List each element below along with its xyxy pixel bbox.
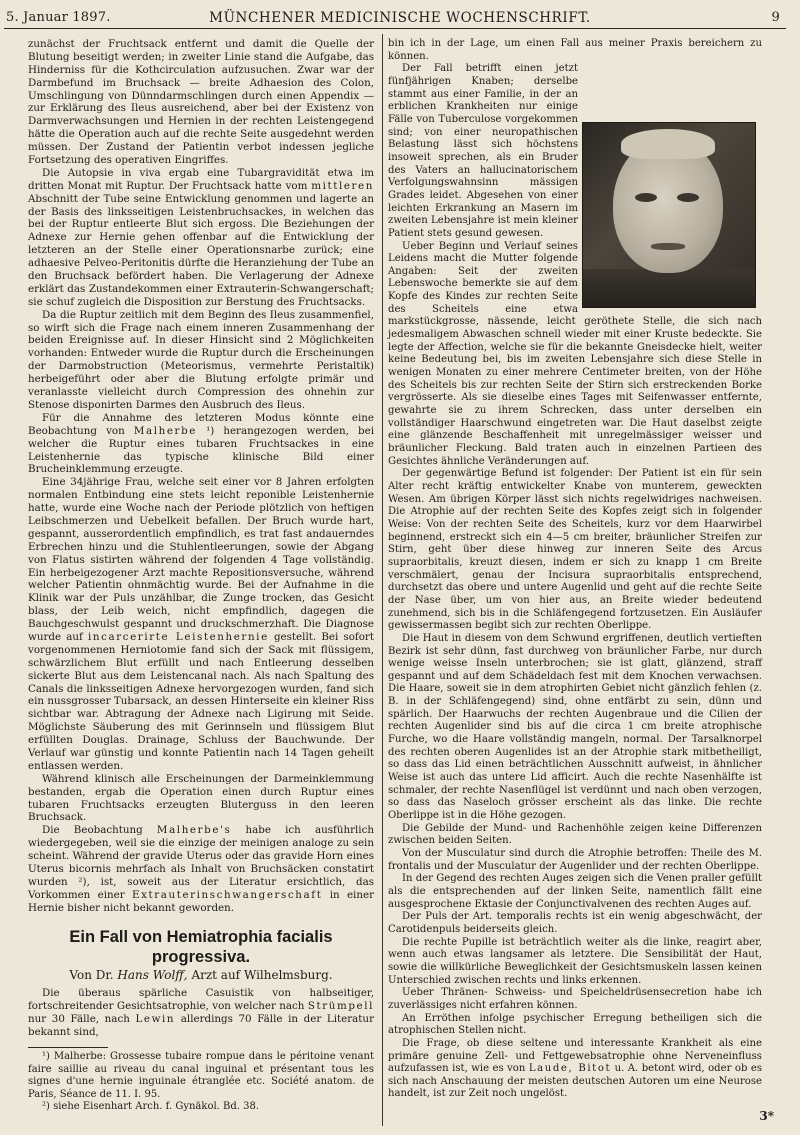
paragraph: Ueber Thränen- Schweiss- und Speicheldrüsensecretion habe ich zuverlässiges nicht erfahren können. [388,987,762,1011]
page-number: 9 [771,10,780,25]
signature-mark: 3* [759,1109,774,1123]
column-divider [382,34,383,1126]
paragraph: Die Haut in diesem von dem Schwund ergriffenen, deutlich vertieften Bezirk ist sehr dünn, fast durchweg von bräunlicher Farbe, nur durch wenige weisse Inseln unterbrochen; sie ist glatt, glänzend, straff gespannt und auf dem Schädeldach fest mit dem Knochen verwachsen. Die Haare, soweit sie in dem atrophirten Gebiet nicht gänzlich fehlen (z. B. in der Schläfengegend) sind, ohne entfärbt zu sein, dünn und spärlich. Der Haarwuchs der rechten Augenbraue und die Cilien der rechten Augenlider sind bis auf die circa 1 cm breite atrophische Furche, wo die Haare vollständig mangeln, normal. Der Tarsalknorpel des rechten oberen Augenlides ist an der Atrophie stark mitbetheiligt, so dass das Lid einen beträchtlichen Ausschnitt aufweist, in ähnlicher Weise ist auch das untere Lid afficirt. Auch die rechte Nasenhälfte ist schmaler, der rechte Nasenflügel ist verdünnt und nach oben verzogen, so dass das Naseloch grösser erscheint als das linke. Die rechte Oberlippe ist in die Höhe gezogen. [388,632,762,822]
left-column [28,38,374,1114]
article-byline: Von Dr. Hans Wolff, Arzt auf Wilhelmsburg. [69,967,333,982]
portrait-spacer [578,121,762,311]
footnote: ²) siehe Eisenhart Arch. f. Gynäkol. Bd. 38. [42,1101,260,1113]
paragraph: In der Gegend des rechten Auges zeigen sich die Venen praller gefüllt als die entsprechenden auf der linken Seite, namentlich fällt eine ausgesprochene Ektasie der Conjunctivalvenen des rechten Auges auf. [388,873,762,910]
footnote-rule [28,1047,108,1048]
paragraph: zunächst der Fruchtsack entfernt und damit die Quelle der Blutung beseitigt werden; in zweiter Linie stand die Aufgabe, das Hinderniss für die Kothcirculation aufzusuchen. Zwar war der Darmbefund im Bruchsack — breite Adhaesion des Colon, Umschlingung von Dünndarmschlingen durch einen Appendix — zur Erklärung des Ileus ausreichend, aber bei der Existenz von Darmverwachsungen und Hernien in der rechten Leistengegend hätte die Operation auch auf die rechte Seite ausgedehnt werden müssen. Der Zustand der Patientin verbot indessen jegliche Fortsetzung des operativen Eingriffes. [28,38,374,167]
header-rule [4,28,786,29]
paragraph: Während klinisch alle Erscheinungen der Darmeinklemmung bestanden, ergab die Operation einen durch Ruptur eines tubaren Fruchtsacks erzeugten Bluterguss in den leeren Bruchsack. [28,772,374,824]
paragraph: Eine 34jährige Frau, welche seit einer vor 8 Jahren erfolgten normalen Entbindung eine stets leicht reponible Leistenhernie hatte, wurde eine Woche nach der Periode plötzlich von heftigen Leibschmerzen und Uebelkeit befallen. Der Bruch wurde hart, gespannt, ausserordentlich empfindlich, es trat fast andauerndes Erbrechen hinzu und die Stuhlentleerungen, sowie der Abgang von Flatus sistirten während der folgenden 4 Tage vollständig. Ein herbeigezogener Arzt machte Repositionsversuche, während welcher Patientin ohnmächtig wurde. Bei der Aufnahme in die Klinik war der Puls unzählbar, die Zunge trocken, das Gesicht blass, der Leib weich, nicht empfindlich, dagegen die Bauchgeschwulst gespannt und druckschmerzhaft. Die Diagnose wurde auf incarcerirte Leistenhernie gestellt. Bei sofort vorgenommenen Herniotomie fand sich der Sack mit flüssigem, schwärzlichem Blut erfüllt und nach Entleerung desselben sickerte Blut aus dem Leistencanal nach. Als nach Spaltung des Canals die linksseitigen Adnexe hervorgezogen wurden, fand sich ein nussgrosser Tubarsack, an dessen Hinterseite ein kleiner Riss sichtbar war. Abtragung der Adnexe nach Ligirung mit Seide. Möglichste Säuberung des mit Gerinnseln und flüssigem Blut erfüllten Douglas. Drainage, Schluss der Bauchwunde. Der Verlauf war günstig und konnte Patientin nach 14 Tagen geheilt entlassen werden. [28,476,374,772]
paragraph: Von der Musculatur sind durch die Atrophie betroffen: Theile des M. frontalis und der Musculatur der Augenlider und der rechten Oberlippe. [388,848,762,872]
article-title: Ein Fall von Hemiatrophia facialis progressiva. [69,927,333,966]
footnote: ¹) Malherbe: Grossesse tubaire rompue dans le péritoine venant faire saillie au riveau du canal inguinal et présentant tous les signes d'une hernie inguinale étranglée etc. Société anatom. de Paris, Séance de 11. I. 95. [28,1051,374,1100]
paragraph: Der gegenwärtige Befund ist folgender: Der Patient ist ein für sein Alter recht kräftig entwickelter Knabe von munterem, geweckten Wesen. Am übrigen Körper lässt sich nichts regelwidriges nachweisen. Die Atrophie auf der rechten Seite des Kopfes zeigt sich in folgender Weise: Von der rechten Seite des Scheitels, kurz vor dem Haarwirbel beginnend, erstreckt sich ein 4—5 cm breiter, bräunlicher Streifen zur Stirn, geht über diese hinweg zur inneren Seite des Arcus supraorbitalis, kreuzt diesen, indem er sich zu knapp 1 cm Breite verschmälert, genau der Incisura supraorbitalis entsprechend, durchsetzt das obere und untere Augenlid und geht auf die rechte Seite der Nase über, um von hier aus, an Breite wieder bedeutend zunehmend, sich bis in die Schläfengegend fortzusetzen. Ein Ausläufer gewissermassen begibt sich zur rechten Oberlippe. [388,468,762,632]
paragraph: Der Fall betrifft einen jetzt fünfjährigen Knaben; derselbe stammt aus einer Familie, in der an erblichen Krankheiten nur einige Fälle von Tuberculose vorgekommen sind; von einer neuropathischen Belastung lässt sich höchstens insoweit sprechen, als ein Bruder des Vaters an hallucinatorischem Verfolgungswahnsinn mässigen Grades leidet. Abgesehen von einer leichten Erkrankung an Masern im zweiten Lebensjahre ist mein kleiner Patient stets gesund gewesen. [388,63,578,239]
paragraph: Für die Annahme des letzteren Modus könnte eine Beobachtung von Malherbe ¹) herangezogen werden, bei welcher die Ruptur eines tubaren Fruchtsackes in eine Leistenhernie das typische klinische Bild einer Brucheinklemmung erzeugte. [28,411,374,476]
paragraph: Die überaus spärliche Casuistik von halbseitiger, fortschreitender Gesichtsatrophie, von welcher nach Strümpell nur 30 Fälle, nach Lewin allerdings 70 Fälle in der Literatur bekannt sind, [28,987,374,1039]
issue-date: 5. Januar 1897. [6,10,111,25]
paragraph: Die Gebilde der Mund- und Rachenhöhle zeigen keine Differenzen zwischen beiden Seiten. [388,822,762,847]
paragraph: Die Autopsie in viva ergab eine Tubargravidität etwa im dritten Monat mit Ruptur. Der Fruchtsack hatte vom mittleren Abschnitt der Tube seine Entwicklung genommen und lagerte an der Basis des linksseitigen Leistenbruchsackes, in welchen das bei der Ruptur entleerte Blut sich ergoss. Die Beziehungen der Adnexe zur Hernie gehen offenbar auf die Entwicklung der letzteren an der Stelle einer Operationsnarbe zurück; eine adhaesive Pelveo-Peritonitis dürfte die Heranziehung der Tube an den Bruchsack befördert haben. Die Verlagerung der Adnexe erklärt das Zustandekommen einer Extrauterin-Schwangerschaft; sie schuf zugleich die Disposition zur Berstung des Fruchtsacks. [28,166,374,308]
paragraph: Ueber Beginn und Verlauf seines Leidens macht die Mutter folgende Angaben: Seit der zweiten Lebenswoche bemerkte sie auf dem Kopfe des Kindes zur rechten Seite des Scheitels eine etwa markstückgrosse, nässende, leicht geröthete Stelle, die sich nach jedesmaligem Abwaschen schnell wieder mit einer Kruste bedeckte. Sie legte der Affection, welche sie für die bekannte Gneisdecke hielt, weiter keine Bedeutung bei, bis im zweiten Lebensjahre sich diese Stelle in wenigen Monaten zu einer mehrere Centimeter breiten, von der Höhe des Scheitels bis zur rechten Seite der Stirn sich erstreckenden Borke vergrösserte. Als sie dieselbe eines Tages mit Seifenwasser entfernte, gewahrte sie zu ihrem Schrecken, dass unter derselben ein vollständiger Haarschwund eingetreten war. Die Haut daselbst zeigte eine glänzende Beschaffenheit mit unregelmässiger weisser und bräunlicher Fleckung. Bald traten auch in einzelnen Partieen des Gesichtes ähnliche Veränderungen auf. [388,240,762,467]
paragraph: Die rechte Pupille ist beträchtlich weiter als die linke, reagirt aber, wenn auch etwas langsamer als letztere. Die Sensibilität der Haut, sowie die willkürliche Beweglichkeit der Gesichtsmuskeln lassen keinen Unterschied zwischen rechts und links erkennen. [388,936,762,986]
paragraph: Da die Ruptur zeitlich mit dem Beginn des Ileus zusammenfiel, so wirft sich die Frage nach einem inneren Zusammenhang der beiden Ereignisse auf. In dieser Hinsicht sind 2 Möglichkeiten vorhanden: Entweder wurde die Ruptur durch die Erscheinungen der Darmobstruction (Meteorismus, vermehrte Peristaltik) herbeigeführt oder aber die Blutung erfolgte primär und veranlasste vielleicht durch Compression des ohnehin zur Stenose disponirten Darmes den Ausbruch des Ileus. [28,308,374,411]
paragraph: An Erröthen infolge psychischer Erregung betheiligen sich die atrophischen Stellen nicht. [388,1012,762,1037]
paragraph: Der Puls der Art. temporalis rechts ist ein wenig abgeschwächt, der Carotidenpuls beiderseits gleich. [388,911,762,935]
journal-title: MÜNCHENER MEDICINISCHE WOCHENSCHRIFT. [209,10,591,26]
paragraph: Die Beobachtung Malherbe's habe ich ausführlich wiedergegeben, weil sie die einzige der meinigen analoge zu sein scheint. Während der gravide Uterus oder das gravide Horn eines Uterus bicornis mehrfach als Inhalt von Bruchsäcken constatirt wurden ²), ist, soweit aus der Literatur ersichtlich, das Vorkommen einer Extrauterinschwangerschaft in einer Hernie bisher nicht bekannt geworden. [28,824,374,914]
right-column [388,38,762,1101]
paragraph: bin ich in der Lage, um einen Fall aus meiner Praxis bereichern zu können. [388,38,762,62]
paragraph: Die Frage, ob diese seltene und interessante Krankheit als eine primäre genuine Zell- und Fettgewebsatrophie ohne Nerveneinfluss aufzufassen ist, wie es von Laude, Bitot u. A. betont wird, oder ob es sich nach Anschauung der meisten deutschen Autoren um eine Neurose handelt, ist zur Zeit noch ungelöst. [388,1037,762,1100]
